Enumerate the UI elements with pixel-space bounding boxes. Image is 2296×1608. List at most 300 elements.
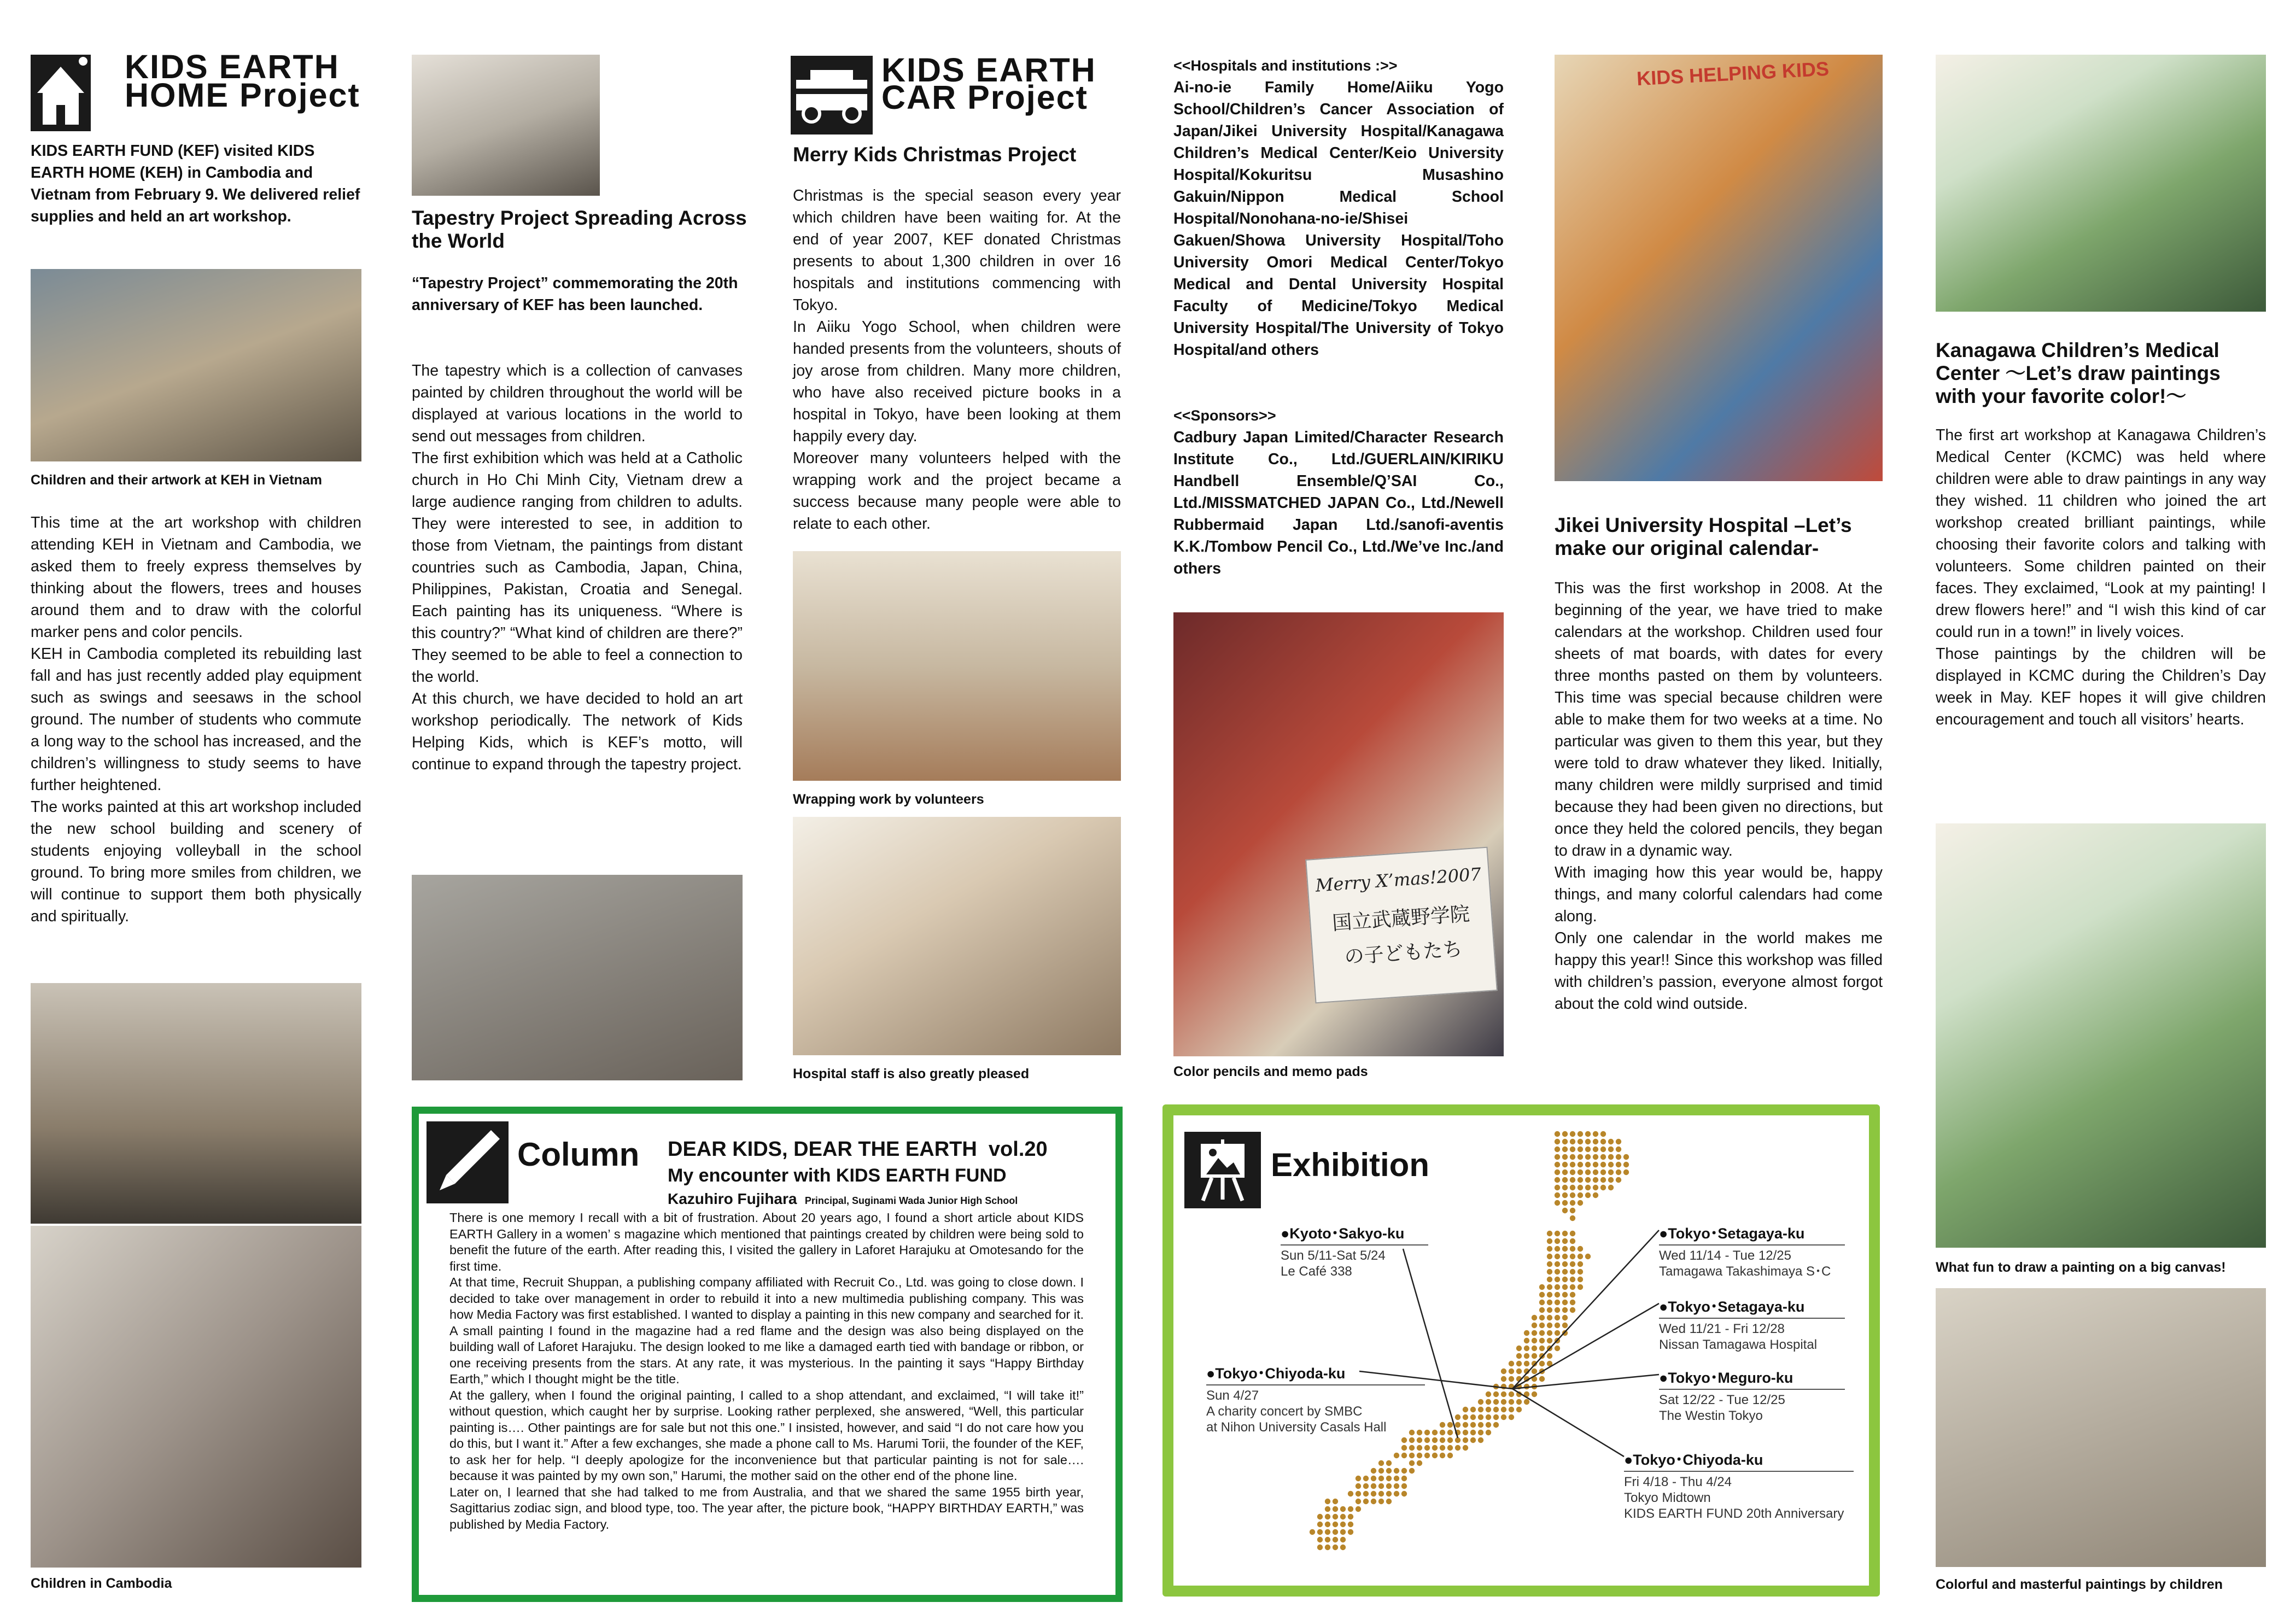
map-dot — [1578, 1185, 1583, 1190]
map-dot — [1333, 1506, 1338, 1512]
map-dot — [1470, 1437, 1476, 1443]
map-dot — [1600, 1177, 1606, 1183]
map-dot — [1555, 1261, 1560, 1267]
map-dot — [1562, 1208, 1568, 1213]
map-dot — [1470, 1430, 1476, 1435]
column-author-role: Principal, Suginami Wada Junior High School — [804, 1195, 1018, 1206]
map-dot — [1532, 1391, 1537, 1397]
map-dot — [1417, 1445, 1422, 1451]
home-title-line1: KIDS EARTH — [125, 48, 340, 85]
map-dot — [1562, 1147, 1568, 1152]
map-dot — [1432, 1430, 1438, 1435]
map-dot — [1555, 1200, 1560, 1206]
map-dot — [1555, 1238, 1560, 1244]
photo-colorful-paintings — [1936, 1288, 2266, 1567]
map-dot — [1371, 1476, 1376, 1481]
map-dot — [1578, 1154, 1583, 1160]
map-dot — [1447, 1445, 1453, 1451]
map-dot — [1532, 1330, 1537, 1336]
house-logo-icon — [31, 55, 91, 131]
caption-children-cambodia: Children in Cambodia — [31, 1576, 172, 1591]
event-meguro-details — [1659, 1388, 1845, 1424]
map-dot — [1585, 1185, 1591, 1190]
map-dot — [1417, 1453, 1422, 1458]
sponsors-list: Cadbury Japan Limited/Character Research Institute Co., Ltd./GUERLAIN/KIRIKU Handbell Ensemble/Q’SAI Co., Ltd./MISSMATCHED JAPAN Co., Ltd./Newell Rubbermaid Japan Ltd./sanofi-aventis K.K./Tombow Pencil Co., Ltd./We’ve Inc./and others — [1173, 429, 1504, 577]
map-dot — [1570, 1208, 1575, 1213]
map-dot — [1478, 1407, 1483, 1412]
map-dot — [1501, 1376, 1506, 1382]
column-body: There is one memory I recall with a bit of frustration. About 20 years ago, I found a short article about KIDS EARTH Gallery in a women’ s magazine which mentioned that paintings created by children were being sold to benefit the future of the earth. After reading this, I visited the gallery in Laforet Harajuku at Omotesando for the first time. At that time, Recruit Shuppan, a publishing company affiliated with Recruit Co., Ltd. was going to close down. I decided to take over management in order to rebuild it into a new multimedia publishing company. This was how Media Factory was first established. I wanted to display a painting in this new company and searched for it. A small painting I found in the magazine had a red flame and the design was also being displayed on the building wall of Laforet Harajuku. The design looked to me like a damaged earth tied with bandage or ribbon, or one receiving presents from the stars. At any rate, it was mysterious. In the painting it says “Happy Birthday Earth,” which I thought might be the title. At the gallery, when I found the original painting, I called to a shop attendant, and exclaimed, “I will take it!” without question, which caught her by surprise. Looking rather perplexed, she answered, “Well, this particular painting is…. Other paintings are for sale but not this one.” I insisted, however, and said “I do not care how you do this, but I want it.” After a few exchanges, she made a phone call to Ms. Harumi Torii, the founder of the KEF, to ask her for help. “I deeply apologize for the inconvenience but that particular painting is not for sale…. because it was painted by my own son,” Harumi, the mother said on the other end of the phone line. Later on, I learned that she had talked to me from Australia, and that we shared the same 1955 birth year, Sagittarius zodiac sign, and blood type, too. The year after, the picture book, “HAPPY BIRTHDAY EARTH,” was published by Media Factory. — [449, 1211, 1084, 1531]
caption-hospital-staff: Hospital staff is also greatly pleased — [793, 1066, 1030, 1081]
map-dot — [1356, 1476, 1361, 1481]
event-chiyoda2-venue: Tokyo Midtown KIDS EARTH FUND 20th Anniversary — [1624, 1490, 1844, 1521]
map-dot — [1547, 1300, 1552, 1305]
map-dot — [1470, 1422, 1476, 1428]
map-dot — [1401, 1468, 1407, 1473]
tapestry-heading: Tapestry Project Spreading Across the World — [412, 207, 747, 252]
tapestry-lead: “Tapestry Project” commemorating the 20th anniversary of KEF has been launched. — [412, 274, 738, 314]
kcmc-body: The first art workshop at Kanagawa Children’s Medical Center (KCMC) was held where children were able to draw paintings in any way they wished. 11 children who joined the art workshop created brilliant paintings, while choosing their favorite colors and talking with volunteers. Some children painted on their faces. They exclaimed, “Look at my painting! I drew flowers here!” and “I wish this kind of car could run in a town!” in lively voices. Those paintings by the children will be displayed in KCMC during the Children’s Day week in May. KEF hopes it will give children encouragement and touch all visitors’ hearts. — [1936, 426, 2266, 728]
photo-big-canvas — [1936, 823, 2266, 1248]
map-dot — [1340, 1514, 1346, 1519]
map-dot — [1555, 1300, 1560, 1305]
map-dot — [1562, 1284, 1568, 1290]
map-dot — [1317, 1522, 1323, 1527]
event-chiyoda2-dates: Fri 4/18 - Thu 4/24 — [1624, 1475, 1732, 1489]
event-chiyoda1-venue: A charity concert by SMBC at Nihon University Casals Hall — [1206, 1404, 1387, 1435]
event-meguro-venue: The Westin Tokyo — [1659, 1408, 1763, 1423]
map-dot — [1310, 1529, 1315, 1535]
map-dot — [1524, 1338, 1529, 1343]
map-dot — [1555, 1292, 1560, 1297]
map-dot — [1578, 1261, 1583, 1267]
map-dot — [1501, 1369, 1506, 1374]
map-dot — [1570, 1162, 1575, 1167]
map-dot — [1570, 1277, 1575, 1282]
map-dot — [1386, 1460, 1392, 1466]
map-dot — [1570, 1200, 1575, 1206]
event-chiyoda2-details — [1624, 1470, 1854, 1522]
map-dot — [1524, 1361, 1529, 1366]
map-dot — [1532, 1315, 1537, 1320]
caption-big-canvas: What fun to draw a painting on a big canvas! — [1936, 1260, 2226, 1275]
event-chiyoda1-dates: Sun 4/27 — [1206, 1388, 1259, 1403]
map-dot — [1509, 1399, 1514, 1405]
map-dot — [1401, 1453, 1407, 1458]
map-dot — [1593, 1139, 1598, 1144]
map-dot — [1493, 1391, 1499, 1397]
map-dot — [1463, 1414, 1468, 1420]
map-dot — [1562, 1292, 1568, 1297]
map-dot — [1593, 1192, 1598, 1198]
map-dot — [1570, 1192, 1575, 1198]
map-dot — [1386, 1491, 1392, 1496]
map-dot — [1539, 1376, 1545, 1382]
event-kyoto-venue: Le Café 338 — [1281, 1264, 1352, 1279]
map-dot — [1585, 1254, 1591, 1259]
map-dot — [1486, 1391, 1491, 1397]
map-dot — [1340, 1537, 1346, 1542]
map-dot — [1578, 1177, 1583, 1183]
event-chiyoda1-rule — [1206, 1384, 1425, 1385]
map-dot — [1578, 1162, 1583, 1167]
map-dot — [1562, 1200, 1568, 1206]
map-dot — [1562, 1323, 1568, 1328]
map-dot — [1363, 1483, 1369, 1489]
map-dot — [1516, 1353, 1522, 1359]
caption-colorful-paintings: Colorful and masterful paintings by children — [1936, 1577, 2223, 1592]
map-dot — [1547, 1284, 1552, 1290]
map-dot — [1616, 1147, 1621, 1152]
map-dot — [1409, 1468, 1415, 1473]
map-dot — [1386, 1499, 1392, 1504]
caption-color-pencils: Color pencils and memo pads — [1173, 1064, 1368, 1079]
car-title-line2: CAR Project — [881, 79, 1088, 116]
column-byline — [668, 1190, 1018, 1208]
map-dot — [1593, 1162, 1598, 1167]
map-dot — [1562, 1307, 1568, 1313]
map-dot — [1555, 1346, 1560, 1351]
column-title: DEAR KIDS, DEAR THE EARTH vol.20 — [668, 1138, 1048, 1161]
map-dot — [1578, 1254, 1583, 1259]
map-dot — [1378, 1476, 1384, 1481]
map-dot — [1333, 1522, 1338, 1527]
map-dot — [1585, 1131, 1591, 1137]
map-dot — [1356, 1483, 1361, 1489]
map-dot — [1386, 1468, 1392, 1473]
map-dot — [1524, 1330, 1529, 1336]
photo-children-cambodia-top — [31, 983, 361, 1224]
map-dot — [1532, 1323, 1537, 1328]
map-dot — [1616, 1177, 1621, 1183]
exhibition-label: Exhibition — [1271, 1147, 1429, 1183]
map-dot — [1600, 1170, 1606, 1175]
map-dot — [1432, 1445, 1438, 1451]
map-dot — [1432, 1437, 1438, 1443]
map-dot — [1570, 1269, 1575, 1274]
map-dot — [1363, 1491, 1369, 1496]
map-dot — [1562, 1246, 1568, 1252]
map-dot — [1562, 1192, 1568, 1198]
column-box — [412, 1107, 1123, 1602]
map-dot — [1616, 1162, 1621, 1167]
event-meguro-city: ●Tokyo･Meguro-ku — [1659, 1370, 1793, 1386]
sponsors-heading: <<Sponsors>> — [1173, 407, 1276, 424]
map-dot — [1333, 1545, 1338, 1550]
map-dot — [1409, 1445, 1415, 1451]
map-dot — [1348, 1506, 1353, 1512]
map-dot — [1486, 1399, 1491, 1405]
column-subtitle: My encounter with KIDS EARTH FUND — [668, 1165, 1007, 1186]
map-dot — [1608, 1185, 1614, 1190]
map-dot — [1325, 1529, 1330, 1535]
event-setagaya2-city: ●Tokyo･Setagaya-ku — [1659, 1299, 1805, 1315]
map-dot — [1555, 1185, 1560, 1190]
map-dot — [1501, 1391, 1506, 1397]
map-dot — [1578, 1277, 1583, 1282]
map-dot — [1570, 1147, 1575, 1152]
map-dot — [1447, 1437, 1453, 1443]
kcmc-heading: Kanagawa Children’s Medical Center ～Let’s draw paintings with your favorite color!～ — [1936, 339, 2221, 407]
map-dot — [1493, 1407, 1499, 1412]
map-dot — [1463, 1445, 1468, 1451]
map-dot — [1616, 1170, 1621, 1175]
map-dot — [1555, 1246, 1560, 1252]
map-dot — [1478, 1430, 1483, 1435]
map-dot — [1578, 1139, 1583, 1144]
map-dot — [1585, 1147, 1591, 1152]
map-dot — [1562, 1254, 1568, 1259]
map-dot — [1570, 1284, 1575, 1290]
map-dot — [1371, 1499, 1376, 1504]
map-dot — [1623, 1162, 1629, 1167]
map-dot — [1570, 1261, 1575, 1267]
map-dot — [1325, 1514, 1330, 1519]
map-dot — [1524, 1346, 1529, 1351]
map-dot — [1394, 1491, 1399, 1496]
caption-wrapping: Wrapping work by volunteers — [793, 792, 984, 807]
map-dot — [1539, 1346, 1545, 1351]
map-dot — [1371, 1468, 1376, 1473]
map-dot — [1547, 1307, 1552, 1313]
event-setagaya2-venue: Nissan Tamagawa Hospital — [1659, 1337, 1818, 1352]
map-dot — [1562, 1139, 1568, 1144]
map-dot — [1493, 1414, 1499, 1420]
map-dot — [1440, 1445, 1445, 1451]
map-dot — [1555, 1131, 1560, 1137]
map-dot — [1547, 1338, 1552, 1343]
map-dot — [1509, 1414, 1514, 1420]
map-dot — [1501, 1407, 1506, 1412]
map-dot — [1593, 1177, 1598, 1183]
map-dot — [1532, 1338, 1537, 1343]
map-dot — [1493, 1422, 1499, 1428]
map-dot — [1340, 1529, 1346, 1535]
map-dot — [1440, 1437, 1445, 1443]
map-dot — [1516, 1369, 1522, 1374]
map-dot — [1516, 1346, 1522, 1351]
event-chiyoda1-details — [1206, 1383, 1425, 1435]
exhibition-box — [1162, 1104, 1880, 1597]
map-dot — [1409, 1453, 1415, 1458]
map-dot — [1562, 1154, 1568, 1160]
map-dot — [1317, 1529, 1323, 1535]
car-heading: Merry Kids Christmas Project — [793, 143, 1077, 166]
map-dot — [1555, 1154, 1560, 1160]
map-dot — [1333, 1529, 1338, 1535]
event-setagaya1-city: ●Tokyo･Setagaya-ku — [1659, 1225, 1805, 1242]
map-dot — [1608, 1147, 1614, 1152]
event-chiyoda2-rule — [1624, 1471, 1854, 1472]
map-dot — [1463, 1437, 1468, 1443]
map-dot — [1555, 1162, 1560, 1167]
map-dot — [1486, 1414, 1491, 1420]
map-dot — [1570, 1170, 1575, 1175]
photo-kcmc-painting — [1936, 55, 2266, 312]
map-dot — [1547, 1277, 1552, 1282]
car-logo-icon — [791, 56, 873, 135]
map-dot — [1593, 1147, 1598, 1152]
map-dot — [1555, 1269, 1560, 1274]
map-dot — [1501, 1399, 1506, 1405]
map-dot — [1440, 1422, 1445, 1428]
map-dot — [1562, 1277, 1568, 1282]
map-dot — [1555, 1315, 1560, 1320]
map-dot — [1524, 1399, 1529, 1405]
map-dot — [1394, 1483, 1399, 1489]
map-dot — [1562, 1162, 1568, 1167]
map-dot — [1570, 1238, 1575, 1244]
photo-children-artwork-vietnam — [31, 269, 361, 461]
map-dot — [1539, 1284, 1545, 1290]
event-kyoto-rule — [1281, 1244, 1428, 1246]
map-dot — [1463, 1407, 1468, 1412]
map-dot — [1570, 1131, 1575, 1137]
map-dot — [1578, 1170, 1583, 1175]
column-author: Kazuhiro Fujihara — [668, 1190, 797, 1207]
map-dot — [1600, 1131, 1606, 1137]
map-dot — [1371, 1483, 1376, 1489]
event-setagaya1-venue: Tamagawa Takashimaya S･C — [1659, 1264, 1831, 1279]
map-dot — [1340, 1506, 1346, 1512]
map-dot — [1570, 1300, 1575, 1305]
map-dot — [1340, 1522, 1346, 1527]
map-dot — [1578, 1192, 1583, 1198]
map-dot — [1447, 1422, 1453, 1428]
map-dot — [1325, 1499, 1330, 1504]
map-dot — [1478, 1414, 1483, 1420]
map-dot — [1555, 1231, 1560, 1236]
map-dot — [1509, 1407, 1514, 1412]
map-dot — [1585, 1139, 1591, 1144]
jikei-body: This was the first workshop in 2008. At the beginning of the year, we have tried to make calendars at the workshop. Children used four sheets of mat boards, with dates for every three months pasted on them by volunteers. This time was special because children were able to make them for two weeks at a time. No particular was given to them this year, but they were told to draw whatever they liked. Initially, many children were mildly surprised and timid because they had been given no directions, but once they held the colored pencils, they began to draw in a dynamic way. With imaging how this year would be, happy things, and many colorful calendars had come along. Only one calendar in the world makes me happy this year!! Since this workshop was filled with children’s passion, everyone almost forgot about the cold wind outside. — [1555, 580, 1883, 1013]
map-dot — [1440, 1430, 1445, 1435]
map-dot — [1623, 1154, 1629, 1160]
map-dot — [1539, 1307, 1545, 1313]
event-setagaya2-rule — [1659, 1318, 1845, 1319]
event-kyoto-details — [1281, 1243, 1428, 1279]
map-dot — [1363, 1499, 1369, 1504]
map-dot — [1463, 1430, 1468, 1435]
map-dot — [1401, 1437, 1407, 1443]
map-dot — [1608, 1170, 1614, 1175]
map-dot — [1570, 1254, 1575, 1259]
map-dot — [1401, 1491, 1407, 1496]
sign-merry-xmas: Merry X’mas!2007 — [1314, 863, 1482, 896]
map-dot — [1562, 1170, 1568, 1175]
map-dot — [1570, 1177, 1575, 1183]
map-dot — [1539, 1330, 1545, 1336]
event-kyoto-city: ●Kyoto･Sakyo-ku — [1281, 1225, 1405, 1242]
map-dot — [1585, 1162, 1591, 1167]
map-dot — [1547, 1261, 1552, 1267]
map-dot — [1600, 1185, 1606, 1190]
jikei-heading: Jikei University Hospital –Let’s make our original calendar- — [1555, 514, 1852, 559]
map-dot — [1470, 1407, 1476, 1412]
map-dot — [1409, 1437, 1415, 1443]
map-dot — [1570, 1246, 1575, 1252]
map-dot — [1539, 1323, 1545, 1328]
map-dot — [1570, 1307, 1575, 1313]
map-dot — [1516, 1399, 1522, 1405]
map-dot — [1394, 1453, 1399, 1458]
car-title-line1: KIDS EARTH — [881, 51, 1096, 89]
map-dot — [1600, 1139, 1606, 1144]
map-dot — [1325, 1537, 1330, 1542]
map-dot — [1578, 1200, 1583, 1206]
map-dot — [1555, 1330, 1560, 1336]
photo-tapestry-church — [412, 875, 743, 1080]
map-dot — [1378, 1483, 1384, 1489]
map-dot — [1401, 1445, 1407, 1451]
map-dot — [1555, 1170, 1560, 1175]
map-dot — [1317, 1514, 1323, 1519]
map-dot — [1478, 1437, 1483, 1443]
map-dot — [1562, 1315, 1568, 1320]
event-meguro-rule — [1659, 1389, 1845, 1390]
map-dot — [1356, 1499, 1361, 1504]
map-dot — [1424, 1437, 1430, 1443]
map-dot — [1555, 1323, 1560, 1328]
map-dot — [1501, 1414, 1506, 1420]
map-dot — [1401, 1483, 1407, 1489]
event-chiyoda1-city: ●Tokyo･Chiyoda-ku — [1206, 1365, 1346, 1382]
map-dot — [1547, 1330, 1552, 1336]
hospitals-heading: <<Hospitals and institutions :>> — [1173, 57, 1398, 74]
map-dot — [1593, 1185, 1598, 1190]
map-dot — [1616, 1154, 1621, 1160]
map-dot — [1356, 1506, 1361, 1512]
map-dot — [1509, 1391, 1514, 1397]
map-dot — [1447, 1453, 1453, 1458]
map-dot — [1570, 1139, 1575, 1144]
map-dot — [1600, 1162, 1606, 1167]
map-dot — [1386, 1483, 1392, 1489]
map-dot — [1608, 1162, 1614, 1167]
map-dot — [1470, 1414, 1476, 1420]
map-dot — [1348, 1514, 1353, 1519]
column-label: Column — [517, 1136, 640, 1173]
event-setagaya1-dates: Wed 11/14 - Tue 12/25 — [1659, 1248, 1791, 1263]
map-dot — [1486, 1430, 1491, 1435]
map-dot — [1378, 1499, 1384, 1504]
map-dot — [1585, 1170, 1591, 1175]
map-dot — [1348, 1522, 1353, 1527]
map-dot — [1585, 1154, 1591, 1160]
pencil-icon — [427, 1121, 509, 1203]
event-kyoto-dates: Sun 5/11-Sat 5/24 — [1281, 1248, 1386, 1263]
kids-helping-kids-banner: KIDS HELPING KIDS — [1636, 57, 1830, 90]
map-dot — [1455, 1445, 1460, 1451]
map-dot — [1486, 1422, 1491, 1428]
map-dot — [1424, 1453, 1430, 1458]
map-dot — [1333, 1514, 1338, 1519]
map-dot — [1562, 1131, 1568, 1137]
map-dot — [1608, 1154, 1614, 1160]
map-dot — [1585, 1177, 1591, 1183]
sign-line3: の子どもたち — [1343, 938, 1463, 969]
map-dot — [1616, 1139, 1621, 1144]
map-dot — [1562, 1177, 1568, 1183]
map-dot — [1562, 1269, 1568, 1274]
photo-children-cambodia-bottom — [31, 1226, 361, 1568]
map-dot — [1516, 1361, 1522, 1366]
map-dot — [1348, 1529, 1353, 1535]
map-dot — [1578, 1269, 1583, 1274]
map-dot — [1578, 1284, 1583, 1290]
map-dot — [1478, 1399, 1483, 1405]
map-dot — [1394, 1468, 1399, 1473]
